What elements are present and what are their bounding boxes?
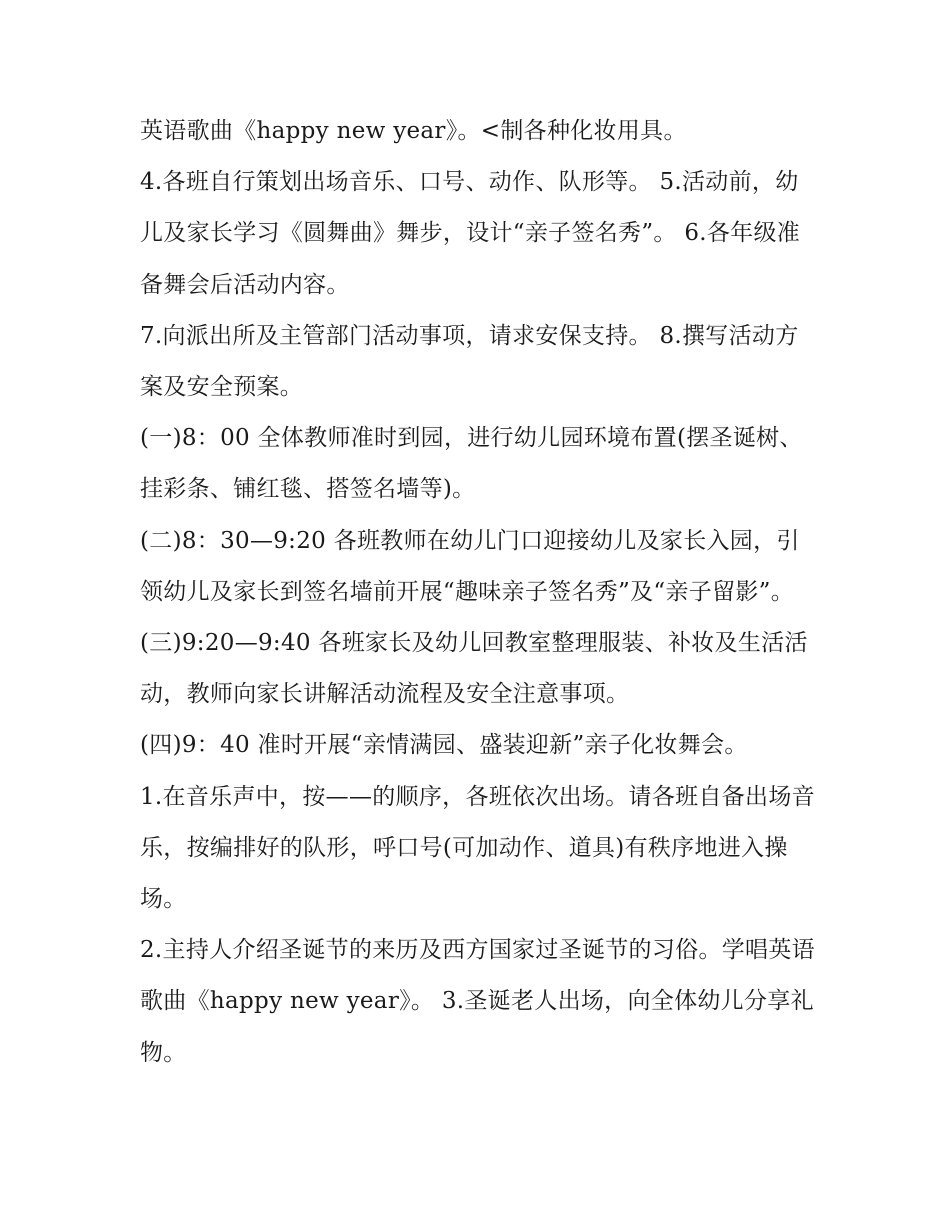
paragraph-7: (四)9：40 准时开展“亲情满园、盛装迎新”亲子化妆舞会。 (140, 732, 748, 759)
paragraph-8: 1.在音乐声中，按——的顺序，各班依次出场。请各班自备出场音乐，按编排好的队形，呼口号(可加动作、道具)有秩序地进入操场。 (140, 783, 815, 913)
paragraph-5: (二)8：30—9:20 各班教师在幼儿门口迎接幼儿及家长入园，引领幼儿及家长到签名墙前开展“趣味亲子签名秀”及“亲子留影”。 (140, 527, 800, 605)
paragraph-3: 7.向派出所及主管部门活动事项，请求安保支持。 8.撰写活动方案及安全预案。 (140, 322, 799, 401)
paragraph-2: 4.各班自行策划出场音乐、口号、动作、队形等。 5.活动前，幼儿及家长学习《圆舞曲》舞步，设计“亲子签名秀”。 6.各年级准备舞会后活动内容。 (140, 169, 801, 298)
paragraph-6: (三)9:20—9:40 各班家长及幼儿回教室整理服装、补妆及生活活动，教师向家长讲解活动流程及安全注意事项。 (140, 630, 808, 708)
paragraph-1: 英语歌曲《happy new year》。<制各种化妆用具。 (140, 118, 687, 144)
paragraph-9: 2.主持人介绍圣诞节的来历及西方国家过圣诞节的习俗。学唱英语歌曲《happy new year》。 3.圣诞老人出场，向全体幼儿分享礼物。 (140, 937, 815, 1066)
document-body (140, 106, 820, 1079)
paragraph-4: (一)8：00 全体教师准时到园，进行幼儿园环境布置(摆圣诞树、挂彩条、铺红毯、搭签名墙等)。 (140, 425, 803, 503)
